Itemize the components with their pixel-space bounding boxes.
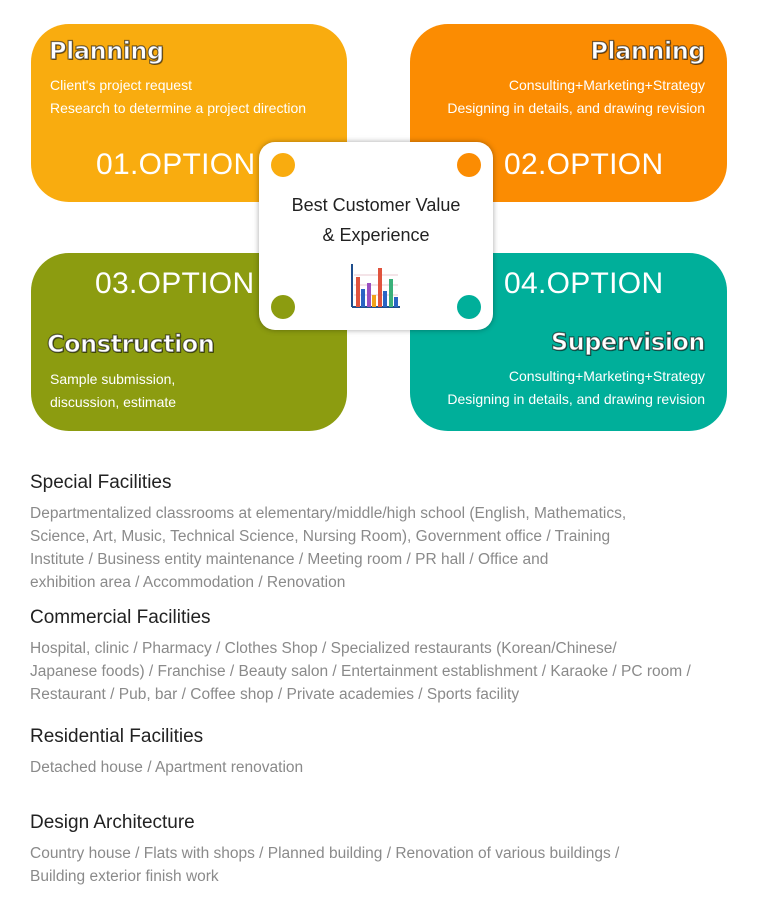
- teal-dot-icon: [457, 295, 481, 319]
- section-body-line: Science, Art, Music, Technical Science, Nursing Room), Government office / Training: [30, 528, 611, 545]
- center-headline-line: Best Customer Value: [291, 195, 461, 215]
- card-description-line: Designing in details, and drawing revision: [447, 100, 705, 116]
- olive-dot-icon: [271, 295, 295, 319]
- yellow-dot-icon: [271, 153, 295, 177]
- section-body-line: Hospital, clinic / Pharmacy / Clothes Shop / Specialized restaurants (Korean/Chinese/: [30, 640, 617, 657]
- section-body-line: Institute / Business entity maintenance / Meeting room / PR hall / Office and: [30, 551, 549, 568]
- card-description-line: Consulting+Marketing+Strategy: [508, 368, 705, 384]
- card-description: [50, 74, 306, 120]
- card-description-line: Sample submission,: [50, 371, 176, 387]
- section-title: Special Facilities: [30, 472, 172, 493]
- card-title: Planning: [590, 37, 705, 65]
- card-title: Construction: [47, 330, 215, 358]
- card-description-line: Client's project request: [50, 77, 192, 93]
- card-option-label: 03.OPTION: [95, 267, 255, 300]
- section-body-line: Restaurant / Pub, bar / Coffee shop / Private academies / Sports facility: [30, 686, 520, 703]
- card-title: Supervision: [550, 328, 705, 356]
- center-headline-line: & Experience: [322, 225, 430, 245]
- section-body: [30, 842, 730, 888]
- section-body-line: Building exterior finish work: [30, 868, 219, 885]
- section-body-line: Country house / Flats with shops / Planned building / Renovation of various buildings /: [30, 845, 620, 862]
- section-body-line: Japanese foods) / Franchise / Beauty salon / Entertainment establishment / Karaoke / PC room /: [30, 663, 691, 680]
- card-title: Planning: [49, 37, 164, 65]
- center-value-box: [259, 142, 493, 330]
- section-body: [30, 756, 730, 779]
- card-option-label: 02.OPTION: [504, 148, 664, 181]
- card-description-line: discussion, estimate: [50, 394, 177, 410]
- section-body-line: Detached house / Apartment renovation: [30, 759, 304, 776]
- section-title: Commercial Facilities: [30, 607, 211, 628]
- card-description: [447, 365, 705, 411]
- section-body: [30, 502, 730, 594]
- center-headline: [259, 190, 493, 250]
- section-title: Residential Facilities: [30, 726, 204, 747]
- card-option-label: 04.OPTION: [504, 267, 664, 300]
- card-description: [447, 74, 705, 120]
- section-commercial-facilities: [30, 606, 730, 706]
- section-special-facilities: [30, 471, 730, 594]
- section-design-architecture: [30, 811, 730, 888]
- card-description-line: Research to determine a project direction: [50, 100, 307, 116]
- card-description: [50, 368, 176, 414]
- section-residential-facilities: [30, 725, 730, 779]
- section-body: [30, 637, 730, 706]
- section-body-line: exhibition area / Accommodation / Renovation: [30, 574, 346, 591]
- orange-dot-icon: [457, 153, 481, 177]
- section-body-line: Departmentalized classrooms at elementary/middle/high school (English, Mathematics,: [30, 505, 627, 522]
- card-description-line: Designing in details, and drawing revision: [447, 391, 705, 407]
- card-description-line: Consulting+Marketing+Strategy: [508, 77, 705, 93]
- bar-chart-icon: [350, 263, 402, 311]
- card-option-label: 01.OPTION: [96, 148, 256, 181]
- section-title: Design Architecture: [30, 812, 195, 833]
